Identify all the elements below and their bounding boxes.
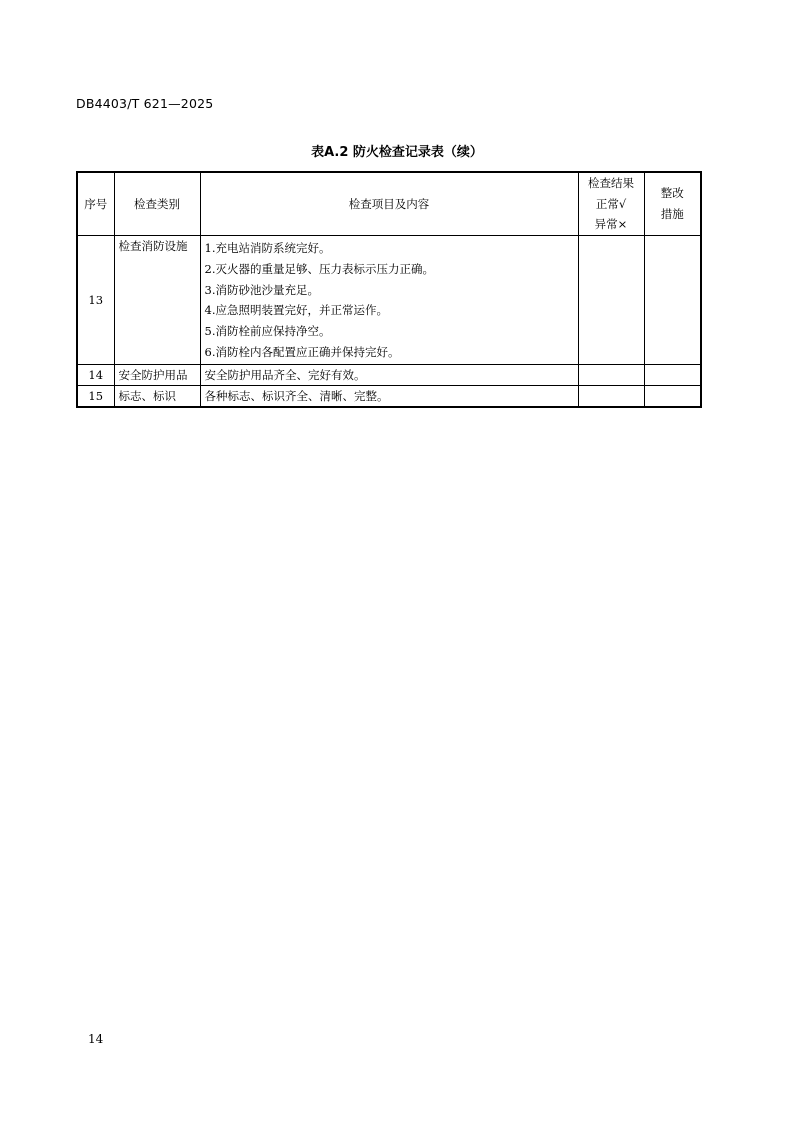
row-seq: 13 bbox=[77, 236, 114, 365]
row-seq: 15 bbox=[77, 386, 114, 408]
row-measures-cell[interactable] bbox=[644, 236, 701, 365]
header-measures-line2: 措施 bbox=[660, 207, 684, 222]
inspection-item: 3.消防砂池沙量充足。 bbox=[204, 282, 319, 297]
inspection-item: 4.应急照明装置完好，并正常运作。 bbox=[204, 303, 388, 318]
inspection-item: 安全防护用品齐全、完好有效。 bbox=[204, 368, 366, 383]
header-result-line2: 正常√ bbox=[595, 196, 627, 211]
header-measures-line1: 整改 bbox=[660, 186, 684, 201]
inspection-item: 各种标志、标识齐全、清晰、完整。 bbox=[204, 389, 389, 404]
row-category: 安全防护用品 bbox=[114, 365, 200, 386]
header-items: 检查项目及内容 bbox=[200, 172, 578, 236]
row-items bbox=[200, 386, 578, 408]
fire-inspection-record-table bbox=[76, 171, 702, 408]
inspection-item: 6.消防栓内各配置应正确并保持完好。 bbox=[204, 344, 400, 359]
table-row bbox=[77, 236, 701, 365]
table-caption: 表A.2 防火检查记录表（续） bbox=[311, 145, 483, 160]
row-items bbox=[200, 236, 578, 365]
header-result bbox=[578, 172, 644, 236]
row-category: 检查消防设施 bbox=[114, 236, 200, 365]
header-measures bbox=[644, 172, 701, 236]
header-seq: 序号 bbox=[77, 172, 114, 236]
inspection-item: 2.灭火器的重量足够、压力表标示压力正确。 bbox=[204, 261, 434, 276]
page-number: 14 bbox=[88, 1032, 104, 1046]
header-result-line1: 检查结果 bbox=[588, 176, 634, 190]
row-items bbox=[200, 365, 578, 386]
row-seq: 14 bbox=[77, 365, 114, 386]
inspection-item: 5.消防栓前应保持净空。 bbox=[204, 323, 331, 338]
row-measures-cell[interactable] bbox=[644, 386, 701, 408]
row-result-cell[interactable] bbox=[578, 365, 644, 386]
table-row bbox=[77, 365, 701, 386]
header-result-line3: 异常× bbox=[594, 217, 628, 232]
document-code: DB4403/T 621—2025 bbox=[76, 96, 214, 111]
row-result-cell[interactable] bbox=[578, 236, 644, 365]
row-result-cell[interactable] bbox=[578, 386, 644, 408]
table-row bbox=[77, 386, 701, 408]
row-measures-cell[interactable] bbox=[644, 365, 701, 386]
inspection-item: 1.充电站消防系统完好。 bbox=[204, 241, 331, 256]
header-category: 检查类别 bbox=[114, 172, 200, 236]
row-category: 标志、标识 bbox=[114, 386, 200, 408]
table-header-row bbox=[77, 172, 701, 236]
